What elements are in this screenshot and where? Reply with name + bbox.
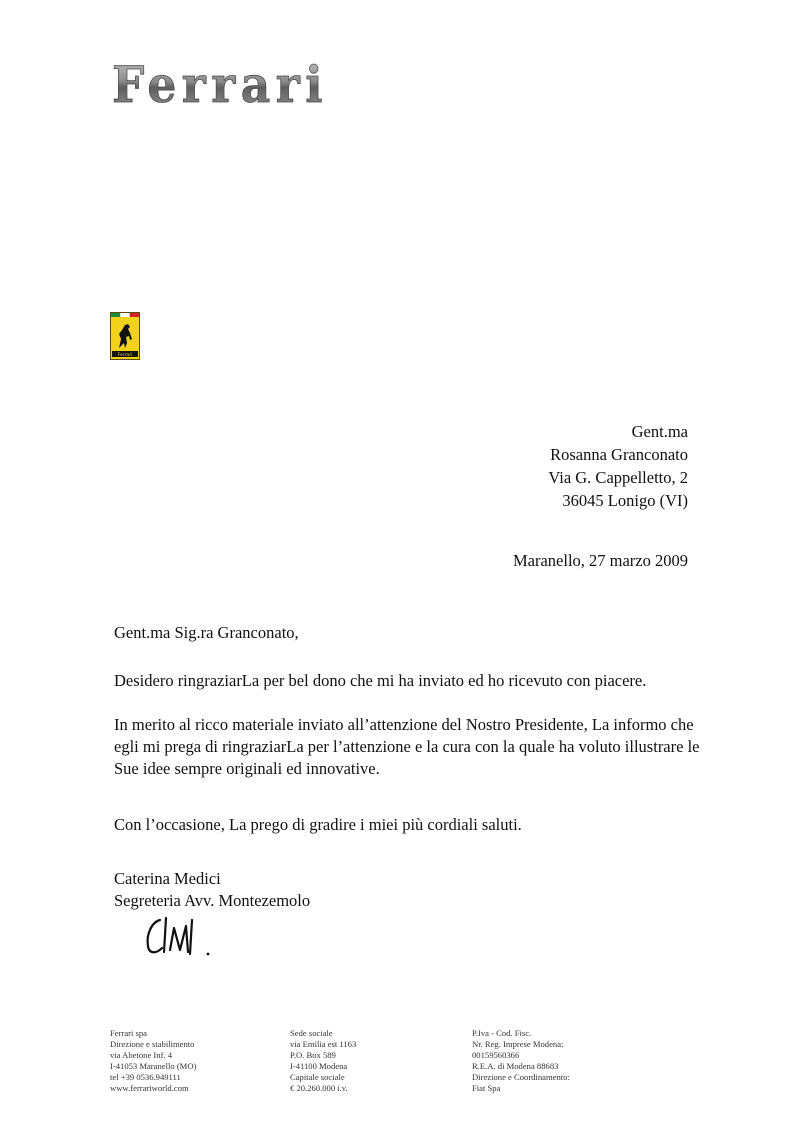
footer-line: Nr. Reg. Imprese Modena: <box>472 1039 564 1049</box>
footer-line: www.ferrariworld.com <box>110 1083 189 1093</box>
footer-line: Sede sociale <box>290 1028 333 1038</box>
footer-line: 00159560366 <box>472 1050 520 1060</box>
prancing-horse-shield-icon <box>110 312 140 360</box>
paragraph-president: In merito al ricco materiale inviato all’attenzione del Nostro Presidente, La informo che egli mi prega di ringraziarLa per l’attenzione e la cura con la quale ha voluto illustrare le Sue idee sempre originali ed innovative. <box>114 715 700 778</box>
footer-line: Capitale sociale <box>290 1072 345 1082</box>
footer-line: P.Iva - Cod. Fisc. <box>472 1028 532 1038</box>
footer-line: Fiat Spa <box>472 1083 501 1093</box>
footer-column-headquarters <box>110 1028 280 1094</box>
footer-line: Direzione e Coordinamento: <box>472 1072 570 1082</box>
footer-column-registered-office <box>290 1028 460 1094</box>
footer-line: via Emilia est 1163 <box>290 1039 357 1049</box>
handwritten-signature <box>140 912 230 962</box>
ferrari-wordmark-logo <box>110 56 332 112</box>
letter-date: Maranello, 27 marzo 2009 <box>512 551 688 570</box>
footer-line: I-41100 Modena <box>290 1061 348 1071</box>
footer-line: Ferrari spa <box>110 1028 147 1038</box>
signer-name: Caterina Medici <box>114 869 221 888</box>
footer-line: P.O. Box 589 <box>290 1050 336 1060</box>
address-line: 36045 Lonigo (VI) <box>562 491 688 510</box>
wordmark-text: Ferrari <box>112 56 328 112</box>
footer-line: I-41053 Maranello (MO) <box>110 1061 197 1071</box>
footer-line: via Abetone Inf. 4 <box>110 1050 173 1060</box>
signer-block <box>114 868 704 912</box>
recipient-address <box>548 420 688 512</box>
paragraph-thanks: Desidero ringraziarLa per bel dono che mi ha inviato ed ho ricevuto con piacere. <box>114 671 647 690</box>
salutation: Gent.ma Sig.ra Granconato, <box>114 623 299 642</box>
address-line: Rosanna Granconato <box>550 445 688 464</box>
footer-line: tel +39 0536.949111 <box>110 1072 181 1082</box>
closing-line: Con l’occasione, La prego di gradire i miei più cordiali saluti. <box>114 815 522 834</box>
footer-line: Direzione e stabilimento <box>110 1039 195 1049</box>
signer-title: Segreteria Avv. Montezemolo <box>114 891 311 910</box>
footer-column-tax-info <box>472 1028 642 1094</box>
footer-line: € 20.260.000 i.v. <box>290 1083 348 1093</box>
letter-body <box>114 622 704 912</box>
address-line: Via G. Cappelletto, 2 <box>548 468 688 487</box>
address-line: Gent.ma <box>631 422 688 441</box>
footer-line: R.E.A. di Modena 88683 <box>472 1061 559 1071</box>
shield-badge-text: Ferrari <box>117 352 133 358</box>
